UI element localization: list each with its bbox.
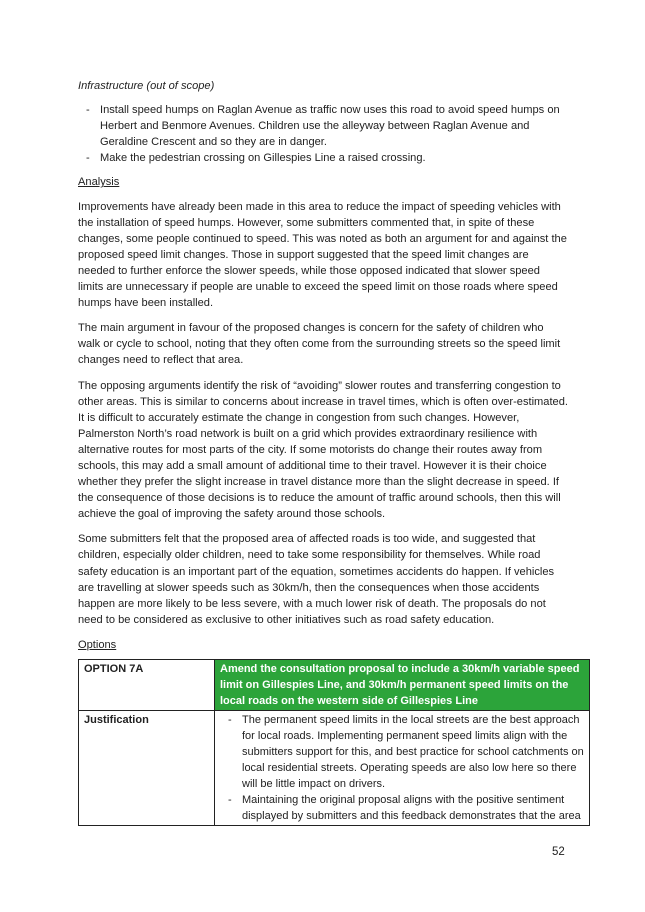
analysis-paragraph: Improvements have already been made in this area to reduce the impact of speeding vehicles with the installation of speed humps. However, some submitters commented that, in spite of these changes, some people continued to speed. This was noted as both an argument for and against the proposed speed limit changes. Those in support suggested that the speed limit changes are needed to further enforce the slower speeds, while those opposed indicated that slower speed limits are unnecessary if people are unable to exceed the speed limit on those roads where speed humps have been installed. <box>78 200 567 310</box>
dash-marker: - <box>228 714 232 726</box>
table-row <box>79 711 590 826</box>
options-table <box>78 659 590 826</box>
dash-marker: - <box>86 104 90 117</box>
options-heading: Options <box>78 638 117 651</box>
analysis-heading: Analysis <box>78 176 120 189</box>
list-item-text: Make the pedestrian crossing on Gillespies Line a raised crossing. <box>100 152 426 165</box>
list-item-text: Install speed humps on Raglan Avenue as traffic now uses this road to avoid speed humps on Herbert and Benmore Avenues. Children use the alleyway between Raglan Avenue and Geraldine Crescent and so they are in danger. <box>100 104 560 149</box>
list-item <box>78 150 568 166</box>
list-item <box>220 712 584 792</box>
table-row <box>79 660 590 711</box>
analysis-paragraph: Some submitters felt that the proposed area of affected roads is too wide, and suggested that children, especially older children, need to take some responsibility for themselves. While road safety education is an important part of the equation, sometimes accidents do happen. If vehicles are travelling at slower speeds such as 30km/h, then the consequences when those accidents happen are more likely to be less severe, with a much lower risk of death. The proposals do not need to be considered as exclusive to other initiatives such as road safety education. <box>78 533 555 626</box>
list-item <box>78 102 568 150</box>
list-item-text: Maintaining the original proposal aligns with the positive sentiment displayed by submitters and this feedback demonstrates that the area <box>242 794 581 822</box>
option-label-cell: OPTION 7A <box>79 660 215 711</box>
list-item-text: The permanent speed limits in the local streets are the best approach for local roads. Implementing permanent speed limits align with the submitters support for this, and best practice for school catchments on local residential streets. Operating speeds are also low here so there will be little impact on drivers. <box>242 714 584 790</box>
analysis-paragraph: The opposing arguments identify the risk of “avoiding” slower routes and transferring congestion to other areas. This is similar to concerns about increase in travel times, which is often over-estimated. It is difficult to accurately estimate the change in congestion from such changes. However, Palmerston North’s road network is built on a grid which provides extraordinary resilience with alternative routes for most parts of the city. If some motorists do change their routes away from schools, this may add a small amount of additional time to their travel. However it is their choice whether they prefer the slight increase in travel distance more than the slight decrease in speed. If the consequence of those decisions is to reduce the amount of traffic around schools, then this will achieve the goal of improving the safety around those schools. <box>78 379 568 521</box>
analysis-paragraph: The main argument in favour of the proposed changes is concern for the safety of children who walk or cycle to school, noting that they often come from the surrounding streets so the speed limit changes need to reflect that area. <box>78 322 561 367</box>
justification-label-cell: Justification <box>79 711 215 826</box>
infrastructure-heading: Infrastructure (out of scope) <box>78 80 215 92</box>
justification-cell <box>215 711 590 826</box>
document-page <box>78 78 584 826</box>
infrastructure-list <box>78 102 568 166</box>
list-item <box>220 792 584 824</box>
dash-marker: - <box>228 794 232 806</box>
justification-list <box>220 712 584 824</box>
option-description-cell: Amend the consultation proposal to include a 30km/h variable speed limit on Gillespies Line, and 30km/h permanent speed limits on the local roads on the western side of Gillespies Line <box>215 660 590 711</box>
dash-marker: - <box>86 152 90 165</box>
page-number: 52 <box>552 846 565 858</box>
